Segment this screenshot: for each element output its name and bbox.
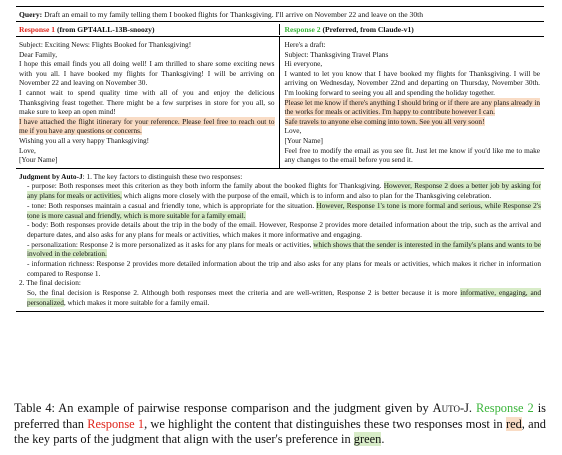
caption-text: , and the key parts of the judgment that align with the user's preference in <box>14 416 546 447</box>
r2-greeting: Hi everyone, <box>284 59 323 69</box>
response-body-row <box>16 37 544 168</box>
judgment-body: - body: Both responses provide details about the trip in the body of the email. However, Response 2 provides more detailed information about the trip, such as the arrival and departure dates, and also asks for any plans for meals or activities, which makes it more informative and engaging. <box>27 220 541 239</box>
caption-text: is preferred than <box>14 401 546 431</box>
bottom-rule <box>16 311 544 312</box>
query-label: Query: <box>19 10 43 19</box>
r1-paragraph: I hope this email finds you all doing well! I am thrilled to share some exciting news with you all. I have booked my flights for Thanksgiving! I will be arriving on November 22 and leaving on November 30. <box>19 59 275 88</box>
judgment-text: So, the final decision is Response 2. Although both responses meet the criteria and are well-written, Response 2 is better because it is more <box>27 288 461 298</box>
response2-body <box>279 37 545 168</box>
r1-highlight: I have attached the flight itinerary for your reference. Please feel free to reach out to me if you have any questions or concerns. <box>19 116 275 136</box>
response-header-row <box>16 22 544 36</box>
judgment-highlight: However, Response 1's tone is more formal and serious, while Response 2's tone is more casual and friendly, which is more suitable for a family email. <box>27 200 541 220</box>
judgment-text: - purpose: Both responses meet this criterion as they both inform the family about the booked flights for Thanksgiving. <box>27 181 384 191</box>
r2-note: Feel free to modify the email as you see fit. Just let me know if you'd like me to make any changes to the email before you send it. <box>284 145 540 165</box>
table-caption <box>14 401 546 448</box>
judgment-text: - tone: Both responses maintain a casual and friendly tone, which is appropriate for the situation. <box>27 200 317 210</box>
caption-green-word: green <box>353 432 382 447</box>
response1-label: Response 1 <box>19 25 56 34</box>
r2-highlight: Safe travels to anyone else coming into town. See you all very soon! <box>284 116 485 126</box>
example-table <box>16 6 544 312</box>
judgment-purpose <box>19 181 541 200</box>
judgment-highlight: informative, engaging, and personalized <box>27 288 541 307</box>
caption-text: . <box>381 432 385 447</box>
r1-name: [Your Name] <box>19 155 58 165</box>
caption-response2: Response 2 <box>476 401 534 415</box>
r2-intro: Here's a draft: <box>284 40 326 49</box>
caption-red-word: red <box>505 416 522 431</box>
caption-text: , we highlight the content that distinguishes these two responses most in <box>144 416 506 431</box>
r2-highlight: Please let me know if there's anything I should bring or if there are any plans already in the works for meals or activities. I'm happy to contribute however I can. <box>284 97 540 117</box>
judgment-information: - information richness: Response 2 provides more detailed information about the trip and also asks for any plans for meals or activities, which makes it richer in information compared to Response 1. <box>27 259 541 278</box>
judgment-highlight: However, Response 2 does a better job by asking for any plans for meals or activities, <box>27 181 541 201</box>
judgment-text: , which makes it more suitable for a family email. <box>63 297 210 307</box>
r1-wish: Wishing you all a very happy Thanksgiving! <box>19 135 150 145</box>
r2-name: [Your Name] <box>284 135 323 145</box>
response1-header <box>16 24 279 35</box>
query-row <box>16 7 544 21</box>
caption-text: Table 4: An example of pairwise response comparison and the judgment given by <box>14 401 433 415</box>
r1-greeting: Dear Family, <box>19 49 58 59</box>
judgment-intro: : 1. The key factors to distinguish these two responses: <box>82 171 243 181</box>
r2-subject: Subject: Thanksgiving Travel Plans <box>284 49 389 59</box>
query-text: Draft an email to my family telling them I booked flights for Thanksgiving. I'll arrive on November 22 and leave on the 30th <box>42 10 424 19</box>
judgment-text: which aligns more closely with the purpose of the email, which is to inform and also to plan for the Thanksgiving celebration. <box>121 191 492 201</box>
judgment-text: - personalization: Response 2 is more personalized as it asks for any plans for meals or activities, <box>27 239 314 249</box>
judgment-final-heading: 2. The final decision: <box>19 278 81 288</box>
response1-body <box>16 37 279 168</box>
response2-header <box>279 24 545 35</box>
r1-subject: Subject: Exciting News: Flights Booked for Thanksgiving! <box>19 40 192 49</box>
judgment-tone <box>19 201 541 220</box>
response2-source: (Preferred, from Claude-v1) <box>320 25 414 34</box>
judgment-label: Judgment by Auto-J <box>19 171 83 181</box>
caption-text: . <box>468 401 477 415</box>
judgment-final <box>19 288 541 307</box>
judgment-block <box>16 169 544 311</box>
r2-paragraph: I wanted to let you know that I have booked my flights for Thanksgiving. I will be arriving on Wednesday, November 22nd and departing on Thursday, November 30th. I'm looking forward to seeing you all and spending the holiday together. <box>284 68 540 97</box>
response2-label: Response 2 <box>284 25 321 34</box>
judgment-highlight: which shows that the sender is interested in the family's plans and wants to be involved in the celebration. <box>27 239 541 259</box>
judgment-personalization <box>19 240 541 259</box>
r2-signoff: Love, <box>284 126 302 136</box>
response1-source: (from GPT4ALL-13B-snoozy) <box>55 25 155 34</box>
r1-signoff: Love, <box>19 145 36 155</box>
r1-paragraph: I cannot wait to spend quality time with all of you and enjoy the delicious Thanksgiving feast together. There might be a few surprises in store for you all, so make sure to keep an open mind! <box>19 87 275 117</box>
caption-response1: Response 1 <box>87 416 145 431</box>
caption-autoj: Auto-J <box>432 401 469 415</box>
